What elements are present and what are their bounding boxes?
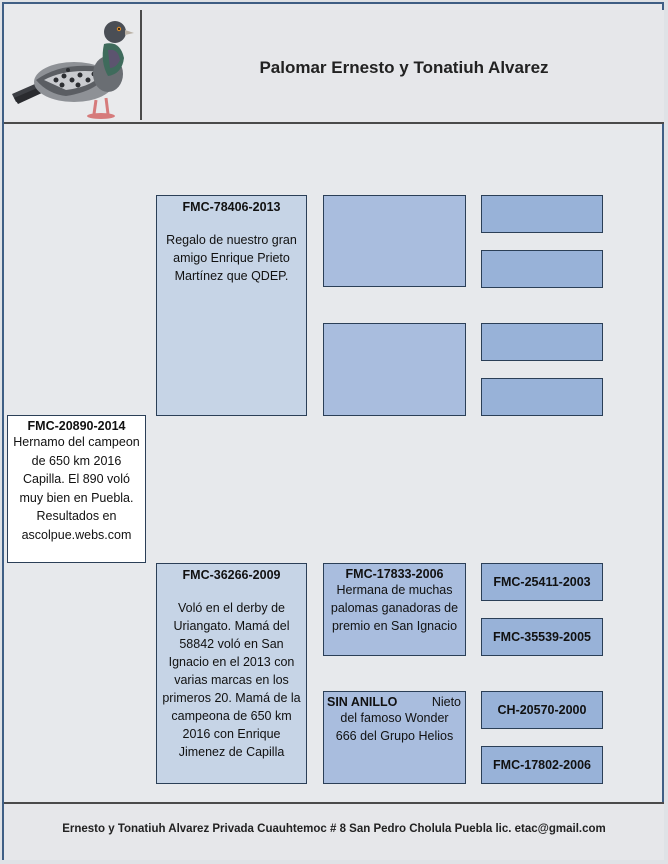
mother-description: Voló en el derby de Uriangato. Mamá del 58842 voló en San Ignacio en el 2013 con varias marcas en los primeros 20. Mamá de la campeona de 650 km 2016 con Enrique Jimenez de Capilla bbox=[162, 601, 301, 759]
great-grandparent-code-1: FMC-25411-2003 bbox=[493, 575, 591, 589]
great-grandparent-card-3 bbox=[481, 323, 603, 361]
footer bbox=[4, 802, 664, 860]
mother-card bbox=[156, 563, 307, 784]
great-grandparent-card-8 bbox=[481, 746, 603, 784]
great-grandparent-card-7 bbox=[481, 691, 603, 729]
great-grandparent-code-3: CH-20570-2000 bbox=[497, 703, 587, 717]
page-title: Palomar Ernesto y Tonatiuh Alvarez bbox=[259, 58, 549, 77]
maternal-grandfather-description: del famoso Wonder 666 del Grupo Helios bbox=[335, 711, 454, 743]
paternal-grandmother-card bbox=[323, 323, 466, 416]
great-grandparent-card-5 bbox=[481, 563, 603, 601]
paternal-grandfather-card bbox=[323, 195, 466, 287]
maternal-grandmother-card bbox=[323, 563, 466, 656]
pigeon-photo-icon bbox=[4, 10, 142, 120]
footer-contact: Ernesto y Tonatiuh Alvarez Privada Cuauhtemoc # 8 San Pedro Cholula Puebla lic. etac@gmail.com bbox=[62, 823, 606, 835]
header bbox=[4, 10, 664, 124]
father-card bbox=[156, 195, 307, 416]
pigeon-card bbox=[7, 415, 146, 563]
pigeon-code: FMC-20890-2014 bbox=[27, 419, 126, 433]
great-grandparent-card-2 bbox=[481, 250, 603, 288]
great-grandparent-code-4: FMC-17802-2006 bbox=[493, 758, 591, 772]
maternal-grandfather-desc-inline: Nieto bbox=[431, 695, 461, 709]
pigeon-description: Hernamo del campeon de 650 km 2016 Capilla. El 890 voló muy bien en Puebla. Resultados en ascolpue.webs.com bbox=[13, 435, 140, 542]
maternal-grandmother-description: Hermana de muchas palomas ganadoras de premio en San Ignacio bbox=[330, 583, 459, 633]
mother-code: FMC-36266-2009 bbox=[182, 568, 281, 582]
maternal-grandmother-code: FMC-17833-2006 bbox=[345, 567, 444, 581]
great-grandparent-card-1 bbox=[481, 195, 603, 233]
great-grandparent-card-6 bbox=[481, 618, 603, 656]
father-code: FMC-78406-2013 bbox=[182, 200, 281, 214]
maternal-grandfather-code: SIN ANILLO bbox=[327, 695, 398, 709]
maternal-grandfather-card bbox=[323, 691, 466, 784]
father-description: Regalo de nuestro gran amigo Enrique Prieto Martínez que QDEP. bbox=[166, 233, 297, 283]
great-grandparent-card-4 bbox=[481, 378, 603, 416]
great-grandparent-code-2: FMC-35539-2005 bbox=[493, 630, 591, 644]
